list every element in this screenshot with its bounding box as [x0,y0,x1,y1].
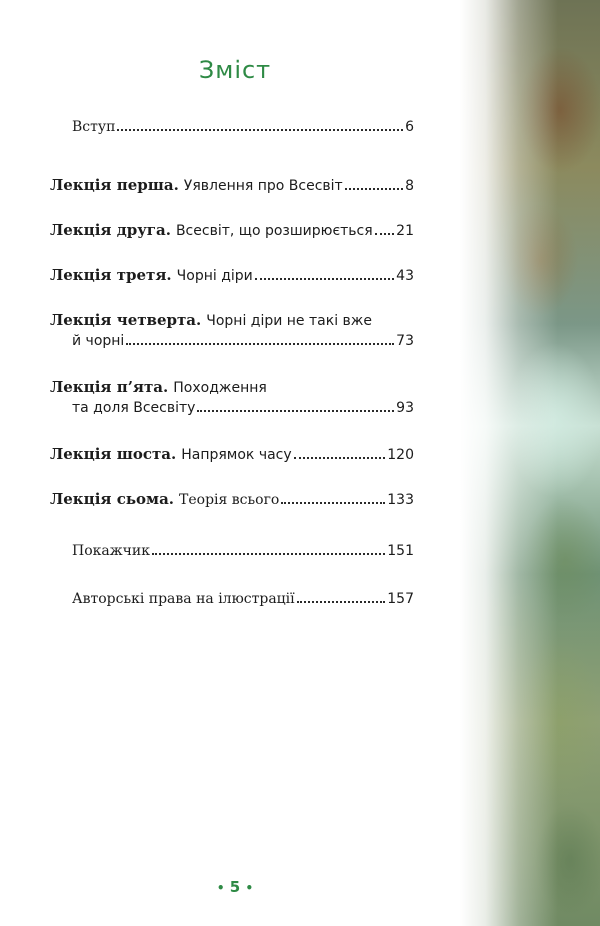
toc-entry-lecture-5[interactable] [50,378,414,396]
dot-leader [126,343,394,345]
dot-leader [117,129,403,131]
toc-entry-index[interactable] [72,543,414,559]
toc-entry-lecture-5-continued[interactable] [72,400,414,416]
lecture-prefix: Лекція третя. [50,266,172,284]
page-number-bullet-right: • [245,881,254,895]
lecture-title: Всесвіт, що розширюється [175,223,373,239]
lecture-prefix: Лекція четверта. [50,311,202,329]
toc-entry-lecture-4-continued[interactable] [72,333,414,349]
toc-entry-page: 73 [396,333,414,349]
lecture-title: Теорія всього [179,492,280,508]
lecture-title: Походження [173,380,267,396]
dot-leader [294,457,386,459]
dot-leader [152,553,385,555]
toc-entry-lecture-3[interactable] [50,266,414,284]
page-title: Зміст [198,56,272,84]
dot-leader [197,410,394,412]
toc-entry-lecture-7[interactable] [50,490,414,508]
page-number-bullet-left: • [216,881,225,895]
toc-entry-page: 8 [405,178,414,194]
dot-leader [375,233,395,235]
lecture-title-continued: й чорні [72,333,125,349]
toc-entry-lecture-1[interactable] [50,176,414,194]
toc-entry-lecture-6[interactable] [50,445,414,463]
dot-leader [297,601,386,603]
toc-entry-page: 151 [387,543,414,559]
lecture-title: Чорні діри не такі вже [206,313,373,329]
toc-entry-page: 133 [387,492,414,508]
lecture-prefix: Лекція сьома. [50,490,175,508]
dot-leader [255,278,394,280]
toc-entry-label: Покажчик [72,543,150,559]
lecture-title: Напрямок часу [181,447,292,463]
toc-entry-credits[interactable] [72,591,414,607]
page-number-value: 5 [229,878,241,896]
toc-entry-label: Вступ [72,119,116,135]
toc-entry-intro[interactable] [72,119,414,135]
toc-entry-label: Авторські права на ілюстрації [72,591,295,607]
page-number [0,878,470,896]
dot-leader [281,502,385,504]
lecture-prefix: Лекція п’ята. [50,378,169,396]
toc-entry-lecture-2[interactable] [50,221,414,239]
lecture-title-continued: та доля Всесвіту [72,400,196,416]
illustration-fade [460,0,600,926]
toc-entry-page: 93 [396,400,414,416]
toc-entry-page: 6 [405,119,414,135]
toc-entry-page: 21 [396,223,414,239]
toc-entry-page: 157 [387,591,414,607]
toc-entry-page: 120 [387,447,414,463]
lecture-title: Уявлення про Всесвіт [183,178,343,194]
dot-leader [345,188,403,190]
toc-entry-lecture-4[interactable] [50,311,414,329]
lecture-title: Чорні діри [176,268,253,284]
lecture-prefix: Лекція перша. [50,176,179,194]
toc-entry-page: 43 [396,268,414,284]
lecture-prefix: Лекція друга. [50,221,171,239]
lecture-prefix: Лекція шоста. [50,445,177,463]
